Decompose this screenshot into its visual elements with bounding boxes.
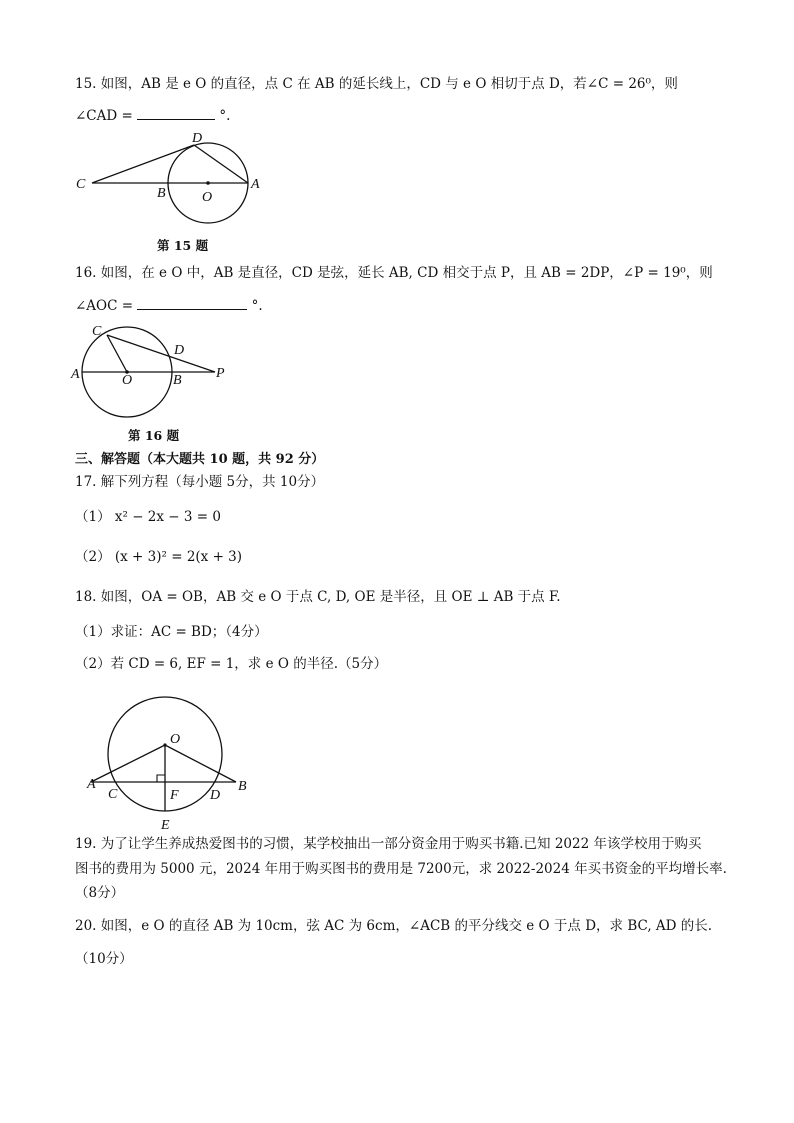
q16-caption: 第 16 题 [128, 428, 180, 443]
q18-part2: （2）若 CD = 6, EF = 1，求 e O 的半径.（5分） [75, 656, 388, 672]
q16-answer-blank[interactable] [137, 297, 247, 310]
q18-right-angle-mark [157, 775, 165, 782]
q16-figure [70, 320, 240, 430]
q16-line2 [75, 297, 263, 315]
q17-title: 17. 解下列方程（每小题 5分，共 10分） [75, 474, 325, 490]
q15-label-c: C [76, 177, 86, 192]
q16-line1: 16. 如图，在 e O 中，AB 是直径，CD 是弦，延长 AB, CD 相交于点 P，且 AB = 2DP，∠P = 19⁰，则 [75, 265, 713, 281]
q18-label-c: C [108, 787, 118, 802]
section-header: 三、解答题（本大题共 10 题，共 92 分） [75, 452, 325, 467]
q19-line2: 图书的费用为 5000 元，2024 年用于购买图书的费用是 7200元，求 2022-2024 年买书资金的平均增长率. [75, 861, 727, 877]
q18-label-f: F [170, 788, 179, 803]
q18-part1: （1）求证：AC = BD；（4分） [75, 624, 268, 640]
q16-label-p: P [216, 366, 225, 381]
q20-line2: （10分） [75, 951, 133, 967]
q15-label-d: D [192, 131, 203, 146]
q15-figure [72, 130, 272, 230]
q18-label-e: E [161, 818, 170, 833]
q15-line-da [194, 145, 248, 183]
q16-label-a: A [71, 367, 80, 382]
q15-label-o: O [202, 190, 213, 205]
q16-label-o: O [122, 373, 133, 388]
q17-part2: （2） (x + 3)² = 2(x + 3) [75, 549, 243, 565]
q15-caption: 第 15 题 [157, 238, 209, 253]
q18-title: 18. 如图，OA = OB，AB 交 e O 于点 C, D, OE 是半径，且 OE ⊥ AB 于点 F. [75, 589, 561, 605]
q16-angle-label: ∠AOC = [75, 298, 134, 314]
q16-label-d: D [174, 343, 185, 358]
q15-line-cd [92, 145, 194, 183]
q20-line1: 20. 如图，e O 的直径 AB 为 10cm，弦 AC 为 6cm，∠ACB 的平分线交 e O 于点 D，求 BC, AD 的长. [75, 918, 713, 934]
q18-label-d: D [210, 788, 221, 803]
q18-line-oa [91, 745, 165, 782]
q15-label-b: B [157, 186, 166, 201]
q19-line1: 19. 为了让学生养成热爱图书的习惯，某学校抽出一部分资金用于购买书籍.已知 2022 年该学校用于购买 [75, 836, 702, 852]
q19-line3: （8分） [75, 885, 125, 901]
q18-figure [86, 685, 256, 833]
q18-label-a: A [87, 777, 96, 792]
q16-line-cp [107, 335, 215, 372]
q15-unit: °. [219, 108, 231, 124]
q15-line1: 15. 如图，AB 是 e O 的直径，点 C 在 AB 的延长线上，CD 与 e O 相切于点 D，若∠C = 26⁰，则 [75, 76, 678, 92]
q16-label-c: C [92, 324, 102, 339]
q15-answer-blank[interactable] [137, 107, 215, 120]
q15-center-dot [206, 181, 210, 185]
q15-line2 [75, 107, 230, 125]
q17-part1: （1） x² − 2x − 3 = 0 [75, 509, 221, 525]
q15-label-a: A [251, 177, 260, 192]
q18-line-ob [165, 745, 236, 782]
q18-center-dot [163, 743, 166, 746]
q18-label-o: O [170, 732, 181, 747]
q15-angle-label: ∠CAD = [75, 108, 133, 124]
q18-label-b: B [238, 779, 247, 794]
q16-unit: °. [251, 298, 263, 314]
q16-label-b: B [173, 373, 182, 388]
